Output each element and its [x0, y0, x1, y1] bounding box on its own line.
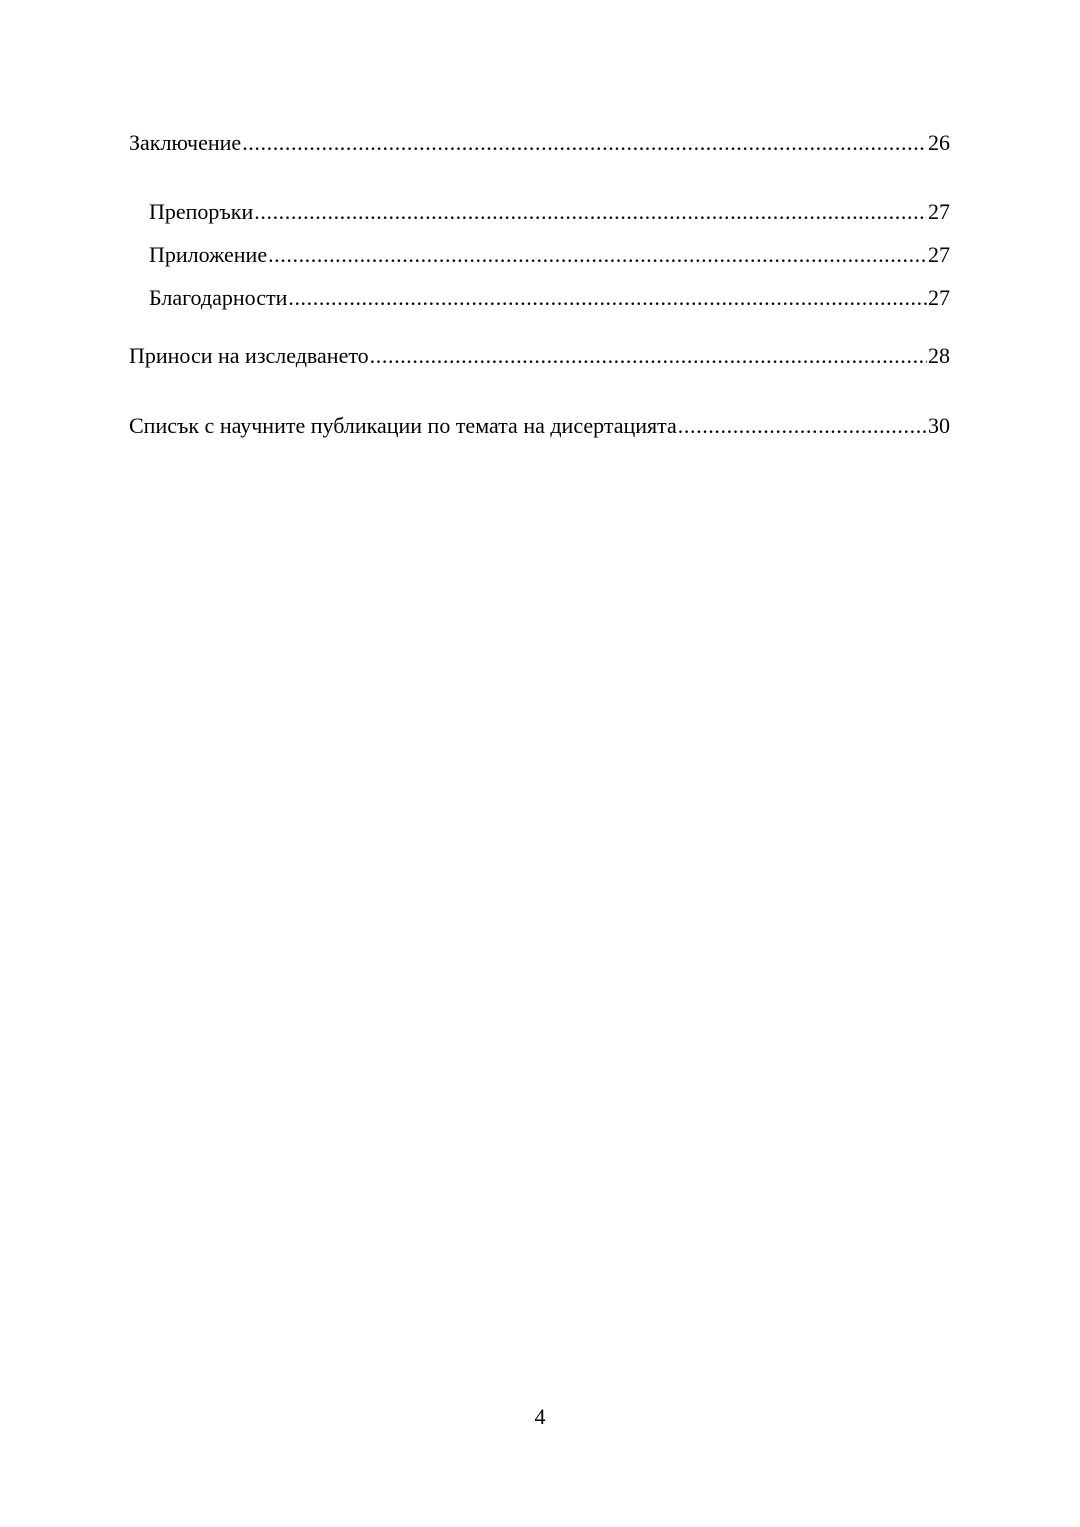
toc-entry-title: Приноси на изследването	[129, 343, 369, 368]
toc-entry-title: Заключение	[129, 130, 242, 155]
toc-dot-leader	[268, 242, 927, 268]
toc-entry-appendix[interactable]	[149, 242, 950, 268]
toc-dot-leader	[254, 199, 927, 225]
toc-entry-page: 28	[928, 343, 950, 368]
toc-dot-leader	[242, 130, 927, 156]
toc-entry-recommendations[interactable]	[149, 199, 950, 225]
toc-entry-title: Препоръки	[149, 199, 254, 224]
toc-entry-acknowledgements[interactable]	[149, 285, 950, 311]
toc-dot-leader	[288, 285, 927, 311]
page-number: 4	[534, 1404, 546, 1429]
toc-entry-page: 27	[928, 242, 950, 267]
toc-entry-page: 26	[928, 130, 950, 155]
toc-entry-page: 27	[928, 285, 950, 310]
toc-entry-publications[interactable]	[129, 413, 950, 439]
toc-entry-title: Списък с научните публикации по темата на дисертацията	[129, 413, 677, 438]
toc-entry-conclusion[interactable]	[129, 130, 950, 156]
toc-entry-contributions[interactable]	[129, 343, 950, 369]
toc-entry-page: 27	[928, 199, 950, 224]
toc-entry-page: 30	[928, 413, 950, 438]
toc-dot-leader	[678, 413, 927, 439]
toc-entry-title: Благодарности	[149, 285, 288, 310]
toc-entry-title: Приложение	[149, 242, 268, 267]
toc-dot-leader	[370, 343, 927, 369]
